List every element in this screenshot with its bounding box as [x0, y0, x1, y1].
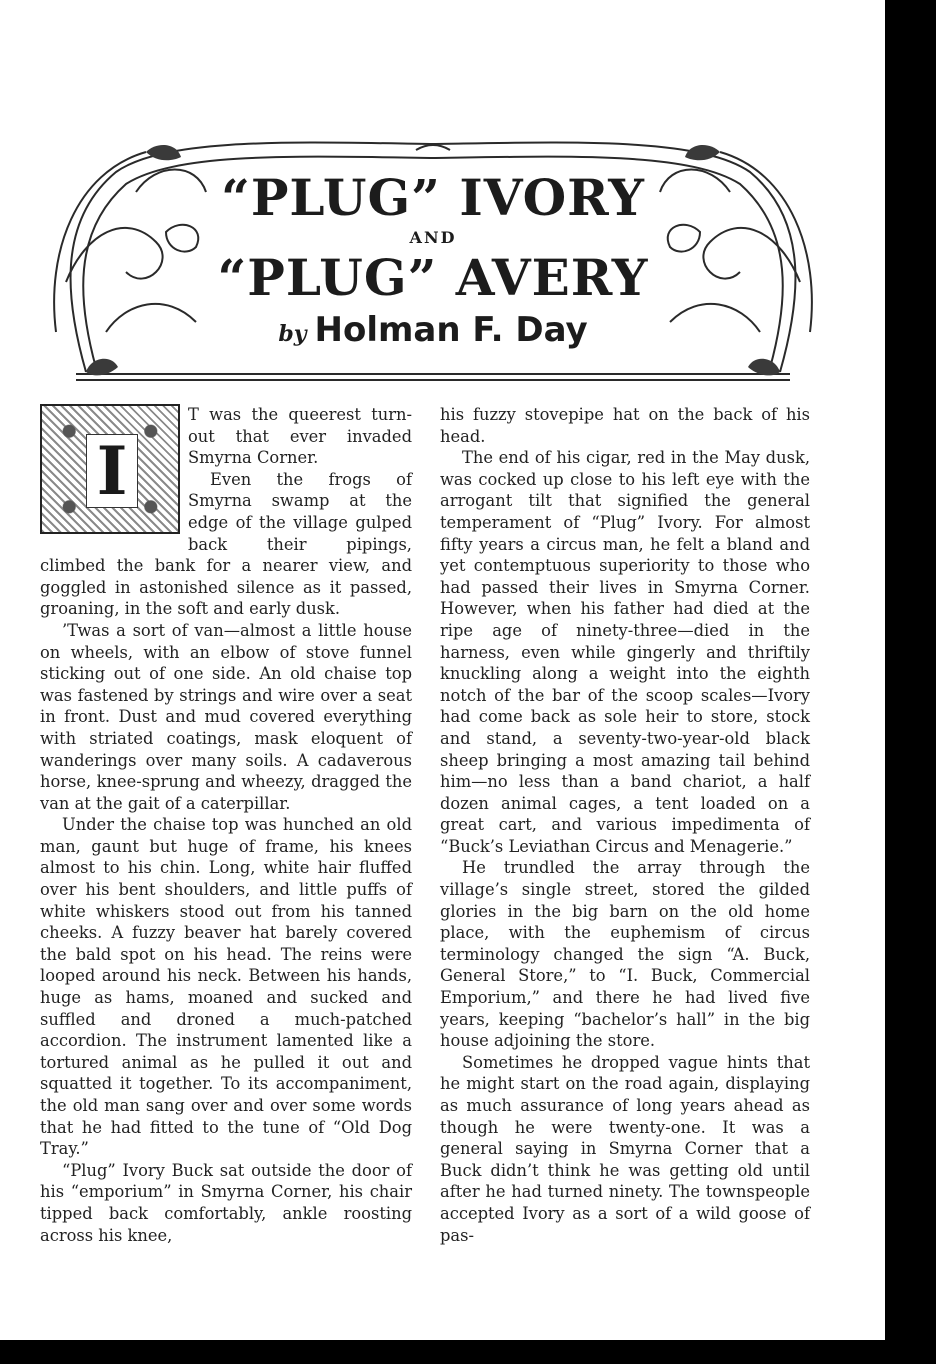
- paragraph: Under the chaise top was hunched an old man, gaunt but huge of frame, his knees almost to his chin. Long, white hair fluffed over his bent shoulders, and little puffs of white whiskers stood out from his tanned cheeks. A fuzzy beaver hat barely covered the bald spot on his head. The reins were looped around his neck. Between his hands, huge as hams, moaned and sucked and suffled and droned a much-patched accordion. The instrument lamented like a tortured animal as he pulled it out and squatted it together. To its accompaniment, the old man sang over and over some words that he had fitted to the tune of “Old Dog Tray.”: [40, 815, 412, 1159]
- title-line-2: “PLUG” AVERY: [217, 248, 649, 307]
- author-name: Holman F. Day: [314, 310, 588, 350]
- byline: [46, 310, 820, 350]
- paragraph: T was the queerest turn-out that ever invaded Smyrna Corner.: [188, 405, 412, 468]
- paragraph: He trundled the array through the village’s single street, stored the gilded glories in the big barn on the old home place, with the euphemism of circus terminology changed the sign “A. Buck, General Store,” to “I. Buck, Commercial Emporium,” and there he had lived five years, keeping “bachelor’s hall” in the big house adjoining the store.: [440, 858, 810, 1051]
- title-banner: [46, 132, 820, 382]
- paragraph: Even the frogs of Smyrna swamp at the edge of the village gulped back their pipings, climbed the bank for a nearer view, and goggled in astonished silence as it passed, groaning, in the soft and early dusk.: [40, 469, 412, 619]
- title-line-1: “PLUG” IVORY: [221, 168, 645, 227]
- byline-prefix: by: [278, 321, 307, 347]
- scan-border-right: [885, 0, 936, 1364]
- drop-cap-frame: [86, 434, 138, 508]
- left-column: [40, 404, 412, 1246]
- paragraph: “Plug” Ivory Buck sat outside the door of his “emporium” in Smyrna Corner, his chair tipped back comfortably, ankle roosting across his knee,: [40, 1160, 412, 1245]
- drop-cap-ornament: [40, 404, 180, 534]
- right-column: [440, 404, 810, 1246]
- title-conjunction: AND: [409, 228, 457, 247]
- paragraph: Sometimes he dropped vague hints that he might start on the road again, displaying as much assurance of long years ahead as though he were twenty-one. It was a general saying in Smyrna Corner that a Buck didn’t think he was getting old until after he had turned ninety. The townspeople accepted Ivory as a sort of a wild goose of pas-: [440, 1052, 810, 1245]
- drop-cap-letter: I: [96, 432, 128, 510]
- scan-border-bottom: [0, 1340, 936, 1364]
- paragraph: his fuzzy stovepipe hat on the back of his head.: [440, 405, 810, 446]
- paragraph: The end of his cigar, red in the May dusk, was cocked up close to his left eye with the arrogant tilt that signified the general temperament of “Plug” Ivory. For almost fifty years a circus man, he felt a bland and yet contemptuous superiority to those who had passed their lives in Smyrna Corner. However, when his father had died at the ripe age of ninety-three—died in the harness, even while gingerly and thriftily knuckling along a weight into the eighth notch of the bar of the scoop scales—Ivory had come back as sole heir to store, stock and stand, a seventy-two-year-old black sheep bringing a most amazing tail behind him—no less than a band chariot, a half dozen animal cages, a tent loaded on a great cart, and various impedimenta of “Buck’s Leviathan Circus and Menagerie.”: [440, 448, 810, 856]
- paragraph: ’Twas a sort of van—almost a little house on wheels, with an elbow of stove funnel sticking out of one side. An old chaise top was fastened by strings and wire over a seat in front. Dust and mud covered everything with striated coatings, mask eloquent of wanderings over many soils. A cadaverous horse, knee-sprung and wheezy, dragged the van at the gait of a caterpillar.: [40, 620, 412, 813]
